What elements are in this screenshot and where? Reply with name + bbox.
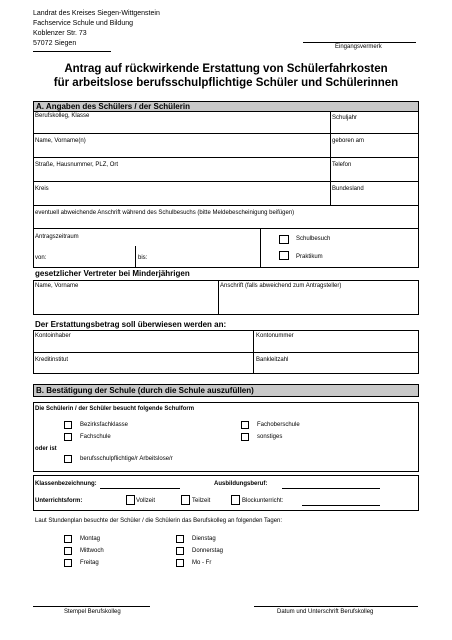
vollzeit-checkbox[interactable] xyxy=(126,495,135,505)
sender-line-1: Landrat des Kreises Siegen-Wittgenstein xyxy=(33,10,160,17)
blockunterricht-checkbox[interactable] xyxy=(231,495,240,505)
section-b-title: B. Bestätigung der Schule (durch die Schule auszufüllen) xyxy=(36,386,254,395)
bis-input[interactable] xyxy=(150,252,258,266)
fachoberschule-label: Fachoberschule xyxy=(257,422,300,428)
oder-ist-label: oder ist xyxy=(35,446,57,452)
kreditinstitut-label: Kreditinstitut xyxy=(35,357,69,363)
kreis-input[interactable] xyxy=(34,194,329,204)
blockunterricht-input[interactable] xyxy=(302,495,380,505)
fachschule-checkbox[interactable] xyxy=(64,433,72,441)
kontoinhaber-label: Kontoinhaber xyxy=(35,333,71,339)
vollzeit-label: Vollzeit xyxy=(136,498,156,504)
name-input[interactable] xyxy=(34,146,329,156)
telefon-input[interactable] xyxy=(331,170,418,180)
bundesland-input[interactable] xyxy=(331,194,418,204)
guardian-name-label: Name, Vorname xyxy=(35,283,79,289)
mittwoch-checkbox[interactable] xyxy=(64,547,72,555)
freitag-label: Freitag xyxy=(80,560,99,566)
ausbildungsberuf-line xyxy=(282,488,380,489)
donnerstag-label: Donnerstag xyxy=(192,548,224,554)
dienstag-label: Dienstag xyxy=(192,536,216,542)
payment-header: Der Erstattungsbetrag soll überwiesen werden an: xyxy=(35,320,227,329)
sender-line-3: Koblenzer Str. 73 xyxy=(33,30,87,37)
received-line xyxy=(303,42,416,43)
section-b-header xyxy=(33,384,419,397)
field-strasse-label: Straße, Hausnummer, PLZ, Ort xyxy=(35,162,119,168)
field-name-label: Name, Vorname(n) xyxy=(35,138,86,144)
field-schuljahr-label: Schuljahr xyxy=(332,115,358,121)
kontonummer-label: Kontonummer xyxy=(256,333,294,339)
donnerstag-checkbox[interactable] xyxy=(176,547,184,555)
fachschule-label: Fachschule xyxy=(80,434,111,440)
teilzeit-checkbox[interactable] xyxy=(181,495,190,505)
praktikum-label: Praktikum xyxy=(296,254,323,260)
teilzeit-label: Teilzeit xyxy=(192,498,211,504)
stundenplan-label: Laut Stundenplan besuchte der Schüler / die Schülerin das Berufskolleg an folgenden Tagen: xyxy=(35,518,283,524)
fachoberschule-checkbox[interactable] xyxy=(241,421,249,429)
mo-fr-checkbox[interactable] xyxy=(176,559,184,567)
sonstiges-checkbox[interactable] xyxy=(241,433,249,441)
form-title-line-2: für arbeitslose berufsschulpflichtige Schüler und Schülerinnen xyxy=(53,77,399,89)
montag-checkbox[interactable] xyxy=(64,535,72,543)
bankleitzahl-input[interactable] xyxy=(255,364,418,373)
unterrichtsform-label: Unterrichtsform: xyxy=(35,498,83,504)
geboren-input[interactable] xyxy=(331,146,418,156)
klassenbezeichnung-line xyxy=(100,488,180,489)
ausbildungsberuf-input[interactable] xyxy=(282,478,380,488)
arbeitslose-checkbox[interactable] xyxy=(64,455,72,463)
abweichend-input[interactable] xyxy=(34,218,418,227)
guardian-name-input[interactable] xyxy=(34,291,217,314)
schulform-intro: Die Schülerin / der Schüler besucht folgende Schulform xyxy=(35,406,195,412)
field-antragszeitraum-label: Antragszeitraum xyxy=(35,234,79,240)
schuljahr-input[interactable] xyxy=(331,123,418,132)
guardian-anschrift-label: Anschrift (falls abweichend zum Antragsteller) xyxy=(220,283,342,289)
field-telefon-label: Telefon xyxy=(332,162,352,168)
berufskolleg-input[interactable] xyxy=(34,121,329,132)
sender-line-4: 57072 Siegen xyxy=(33,40,77,47)
schulbesuch-label: Schulbesuch xyxy=(296,236,331,242)
dienstag-checkbox[interactable] xyxy=(176,535,184,543)
ausbildungsberuf-label: Ausbildungsberuf: xyxy=(214,481,268,487)
schulbesuch-checkbox[interactable] xyxy=(279,235,289,244)
sender-underline xyxy=(33,51,111,52)
strasse-input[interactable] xyxy=(34,170,329,180)
stempel-label: Stempel Berufskolleg xyxy=(64,609,121,615)
bezirksfachklasse-label: Bezirksfachklasse xyxy=(80,422,129,428)
unterschrift-label: Datum und Unterschrift Berufskolleg xyxy=(277,609,374,615)
blockunterricht-line xyxy=(302,505,380,506)
received-note: Eingangsvermerk xyxy=(335,44,382,50)
kontonummer-input[interactable] xyxy=(255,340,418,351)
sonstiges-label: sonstiges xyxy=(257,434,283,440)
field-berufskolleg-label: Berufskolleg, Klasse xyxy=(35,113,90,119)
kreditinstitut-input[interactable] xyxy=(34,364,252,373)
blockunterricht-label: Blockunterricht: xyxy=(242,498,284,504)
von-input[interactable] xyxy=(48,252,133,266)
mittwoch-label: Mittwoch xyxy=(80,548,104,554)
praktikum-checkbox[interactable] xyxy=(279,251,289,260)
field-geboren-label: geboren am xyxy=(332,138,365,144)
arbeitslose-label: berufsschulpflichtige/r Arbeitslose/r xyxy=(80,456,173,462)
bezirksfachklasse-checkbox[interactable] xyxy=(64,421,72,429)
von-label: von: xyxy=(35,255,47,261)
section-a-title: A. Angaben des Schülers / der Schülerin xyxy=(36,102,190,111)
montag-label: Montag xyxy=(80,536,101,542)
stempel-line xyxy=(33,606,150,607)
guardian-anschrift-input[interactable] xyxy=(219,291,418,314)
sender-line-2: Fachservice Schule und Bildung xyxy=(33,20,134,27)
mo-fr-label: Mo - Fr xyxy=(192,560,212,566)
klassenbezeichnung-input[interactable] xyxy=(100,478,180,488)
field-abweichend-label: eventuell abweichende Anschrift während des Schulbesuchs (bitte Meldebescheinigung beifügen) xyxy=(35,210,295,216)
field-bundesland-label: Bundesland xyxy=(332,186,364,192)
freitag-checkbox[interactable] xyxy=(64,559,72,567)
kontoinhaber-input[interactable] xyxy=(34,340,252,351)
unterschrift-line xyxy=(254,606,418,607)
bis-label: bis: xyxy=(138,255,148,261)
guardian-header: gesetzlicher Vertreter bei Minderjährigen xyxy=(35,269,190,278)
klassenbezeichnung-label: Klassenbezeichnung: xyxy=(35,481,97,487)
form-title-line-1: Antrag auf rückwirkende Erstattung von Schülerfahrkosten xyxy=(64,63,388,75)
bankleitzahl-label: Bankleitzahl xyxy=(256,357,289,363)
field-kreis-label: Kreis xyxy=(35,186,49,192)
